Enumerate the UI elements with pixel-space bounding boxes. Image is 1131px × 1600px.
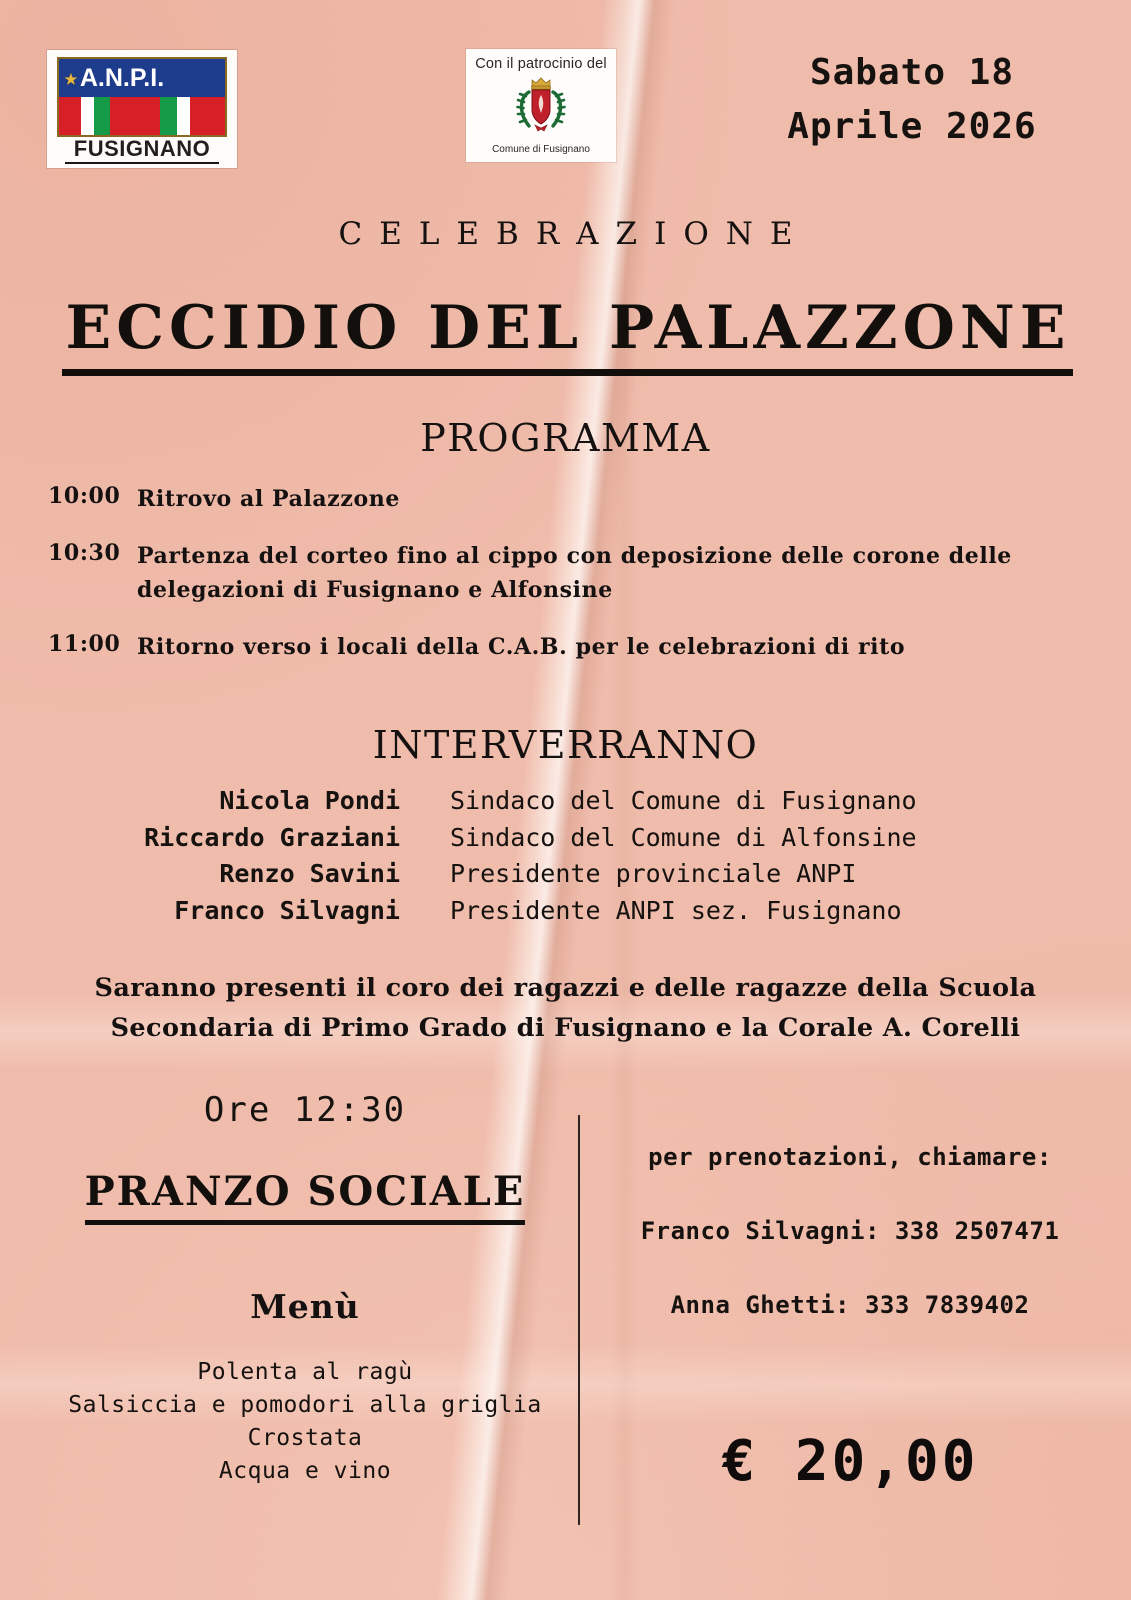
speakers-heading: INTERVERRANNO [372, 723, 759, 767]
celebration-kicker: CELEBRAZIONE [338, 216, 810, 252]
speaker-name: Renzo Savini [219, 859, 400, 888]
event-date-line-2: Aprile 2026 [787, 106, 1037, 147]
comune-name: Comune di Fusignano [492, 144, 590, 155]
menu-item: Acqua e vino [218, 1458, 392, 1485]
menu-list [55, 1356, 555, 1488]
booking-section [600, 1143, 1100, 1494]
programme-list [0, 483, 1131, 689]
programme-row [0, 483, 1131, 516]
menu-item: Salsiccia e pomodori alla griglia [68, 1392, 542, 1419]
programme-description: Partenza del corteo fino al cippo con deposizione delle corone delle delegazioni di Fusignano e Alfonsine [137, 543, 1012, 603]
comune-patronage-logo [466, 49, 616, 162]
booking-contact: Franco Silvagni: 338 2507471 [640, 1217, 1060, 1245]
speaker-row [0, 856, 1131, 893]
anpi-acronym: A.N.P.I. [79, 63, 165, 92]
speaker-name: Nicola Pondi [219, 786, 400, 815]
programme-time: 11:00 [48, 631, 121, 658]
programme-row [0, 540, 1131, 607]
patronage-label: Con il patrocinio del [475, 56, 607, 72]
event-date-line-1: Sabato 18 [809, 52, 1015, 93]
lunch-title: PRANZO SOCIALE [85, 1168, 526, 1225]
programme-time: 10:00 [48, 483, 121, 509]
star-icon: ★ [64, 64, 78, 91]
speaker-row [0, 783, 1131, 820]
page-title-underline [62, 369, 1073, 376]
speakers-list [0, 783, 1131, 929]
programme-description: Ritrovo al Palazzone [137, 486, 400, 512]
speaker-role: Sindaco del Comune di Fusignano [450, 786, 917, 815]
programme-heading: PROGRAMMA [420, 416, 711, 460]
speaker-row [0, 820, 1131, 857]
page-title: ECCIDIO DEL PALAZZONE [65, 293, 1071, 363]
choir-note: Saranno presenti il coro dei ragazzi e delle ragazze della Scuola Secondaria di Primo Grado di Fusignano e la Corale A. Corelli [94, 973, 1037, 1044]
menu-item: Crostata [247, 1425, 363, 1452]
anpi-emblem [57, 57, 227, 137]
speaker-role: Sindaco del Comune di Alfonsine [450, 822, 917, 852]
anpi-section-name: FUSIGNANO [73, 136, 211, 161]
programme-time: 10:30 [48, 540, 121, 567]
speaker-name: Franco Silvagni [174, 895, 400, 925]
lunch-time: Ore 12:30 [203, 1090, 407, 1130]
speaker-row [0, 893, 1131, 930]
lunch-price: € 20,00 [721, 1429, 979, 1494]
italian-flag-ribbon [59, 97, 225, 135]
booking-heading: per prenotazioni, chiamare: [648, 1143, 1052, 1171]
speaker-role: Presidente ANPI sez. Fusignano [450, 895, 902, 925]
anpi-logo [47, 50, 237, 168]
column-divider [578, 1115, 580, 1525]
anpi-blue-band [59, 59, 225, 97]
speaker-name: Riccardo Graziani [144, 822, 400, 852]
anpi-underline [65, 162, 219, 164]
menu-heading: Menù [250, 1287, 360, 1326]
booking-contact: Anna Ghetti: 333 7839402 [670, 1291, 1030, 1319]
event-date [747, 46, 1077, 154]
speaker-role: Presidente provinciale ANPI [450, 859, 857, 888]
programme-row [0, 631, 1131, 664]
coat-of-arms-icon [466, 74, 616, 142]
lunch-section [55, 1090, 555, 1488]
menu-item: Polenta al ragù [197, 1359, 413, 1385]
programme-description: Ritorno verso i locali della C.A.B. per le celebrazioni di rito [137, 634, 906, 661]
